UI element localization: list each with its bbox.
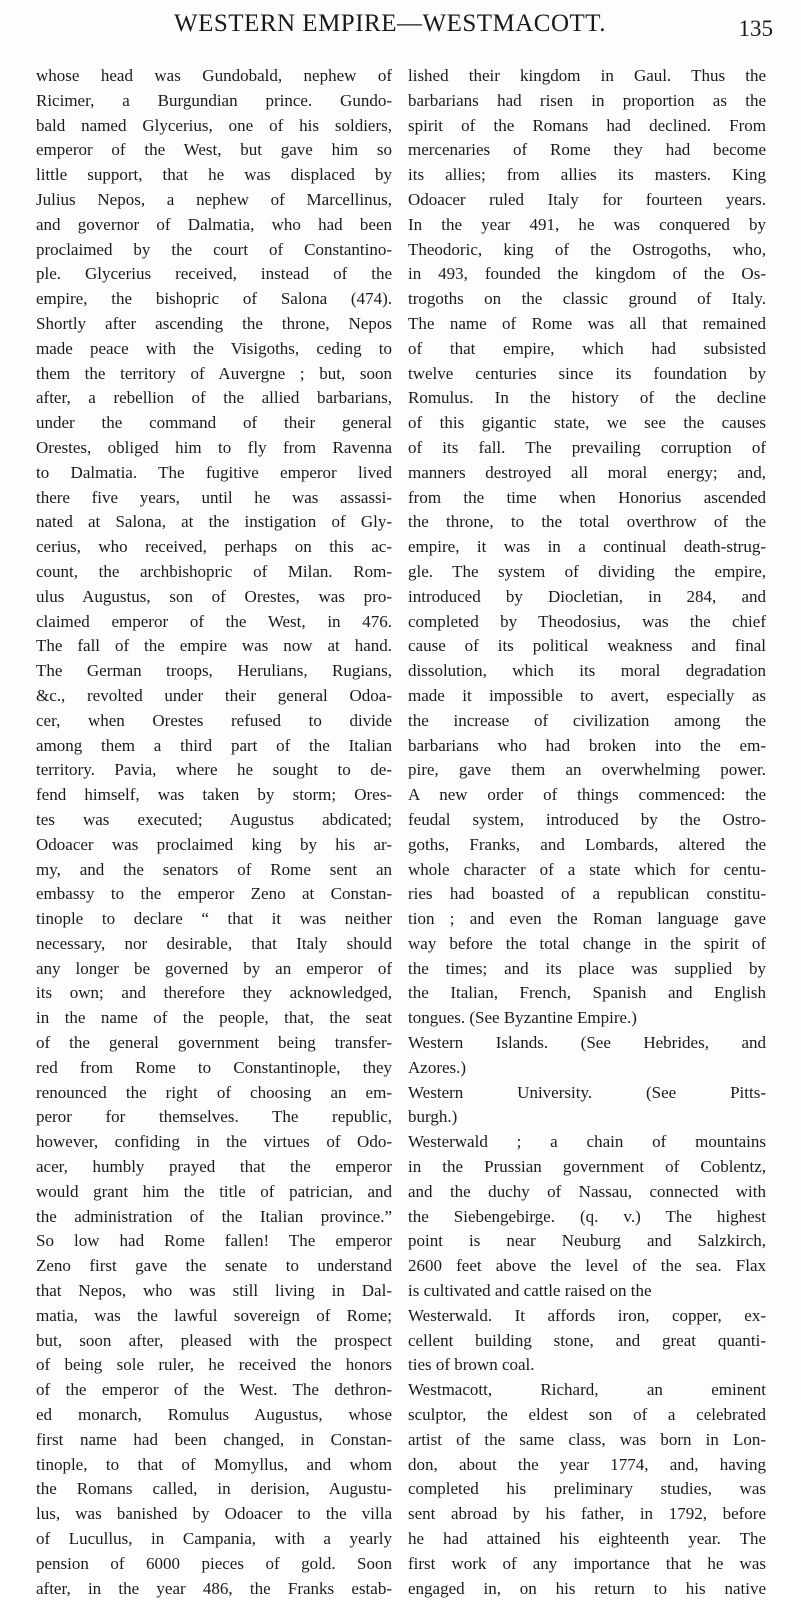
text-line: Azores.) [408,1057,467,1077]
text-line: burgh.) [408,1107,458,1127]
text-line: Theodoric, king of the Ostrogoths, who, [408,239,766,259]
text-line: The fall of the empire was now at hand. [36,636,392,656]
text-line: the Romans called, in derision, Augustu- [36,1479,392,1499]
text-line: he had attained his eighteenth year. The [408,1529,766,1549]
text-line: Odoacer ruled Italy for fourteen years. [408,189,766,209]
text-line: first work of any importance that he was [408,1553,766,1573]
text-line: proclaimed by the court of Constantino- [36,239,392,259]
running-head [0,10,801,54]
text-line: gle. The system of dividing the empire, [408,561,766,581]
text-line: spirit of the Romans had declined. From [408,115,766,135]
text-line: first name had been changed, in Constan- [36,1429,392,1449]
text-line: empire, the bishopric of Salona (474). [36,289,392,309]
text-line: after, in the year 486, the Franks estab- [36,1578,392,1598]
text-line: the administration of the Italian province.” [36,1206,392,1226]
text-line: of the general government being transfer- [36,1033,392,1053]
text-line: feudal system, introduced by the Ostro- [408,809,766,829]
text-line: completed by Theodosius, was the chief [408,611,766,631]
text-line: Westerwald ; a chain of mountains [408,1132,766,1152]
text-line: that Nepos, who was still living in Dal- [36,1281,392,1301]
text-line: Westmacott, Richard, an eminent [408,1380,766,1400]
text-line: tes was executed; Augustus abdicated; [36,809,392,829]
text-line: lus, was banished by Odoacer to the villa [36,1504,392,1524]
text-line: don, about the year 1774, and, having [408,1454,766,1474]
text-line: of being sole ruler, he received the honors [36,1355,392,1375]
text-line: there five years, until he was assassi- [36,487,392,507]
text-line: ries had boasted of a republican constitu- [408,884,766,904]
text-line: any longer be governed by an emperor of [36,958,392,978]
text-line: mercenaries of Rome they had become [408,140,766,160]
text-line: of its fall. The prevailing corruption of [408,437,766,457]
text-line: in the name of the people, that, the seat [36,1008,392,1028]
text-line: necessary, nor desirable, that Italy should [36,933,392,953]
text-line: count, the archbishopric of Milan. Rom- [36,561,392,581]
text-line: &c., revolted under their general Odoa- [36,685,392,705]
text-line: Western University. (See Pitts- [408,1082,766,1102]
text-line: bald named Glycerius, one of his soldiers, [36,115,392,135]
text-line: In the year 491, he was conquered by [408,214,766,234]
text-line: engaged in, on his return to his native [408,1578,766,1598]
text-line: made it impossible to avert, especially as [408,685,766,705]
text-line: territory. Pavia, where he sought to de- [36,760,392,780]
text-line: 2600 feet above the level of the sea. Flax [408,1256,766,1276]
text-line: matia, was the lawful sovereign of Rome; [36,1305,392,1325]
text-line: Julius Nepos, a nephew of Marcellinus, [36,189,392,209]
text-line: Ricimer, a Burgundian prince. Gundo- [36,90,392,110]
text-line: artist of the same class, was born in Lon- [408,1429,766,1449]
text-line: of this gigantic state, we see the causes [408,413,766,433]
text-line: sent abroad by his father, in 1792, before [408,1504,766,1524]
text-line: and the duchy of Nassau, connected with [408,1181,766,1201]
text-line: the increase of civilization among the [408,710,766,730]
text-line: Orestes, obliged him to fly from Ravenna [36,437,392,457]
text-line: cerius, who received, perhaps on this ac- [36,537,392,557]
text-line: Odoacer was proclaimed king by his ar- [36,834,392,854]
text-line: whole character of a state which for centu- [408,859,766,879]
text-line: among them a third part of the Italian [36,735,392,755]
text-line: them the territory of Auvergne ; but, soon [36,363,392,383]
text-line: but, soon after, pleased with the prospect [36,1330,392,1350]
text-line: cellent building stone, and great quanti- [408,1330,766,1350]
text-line: embassy to the emperor Zeno at Constan- [36,884,392,904]
text-line: its own; and therefore they acknowledged, [36,983,392,1003]
text-line: is cultivated and cattle raised on the [408,1281,652,1301]
text-line: to Dalmatia. The fugitive emperor lived [36,462,392,482]
right-text-column [408,64,766,1601]
text-line: of Lucullus, in Campania, with a yearly [36,1529,392,1549]
text-line: ed monarch, Romulus Augustus, whose [36,1405,392,1425]
text-line: would grant him the title of patrician, and [36,1181,392,1201]
text-line: So low had Rome fallen! The emperor [36,1231,392,1251]
text-line: point is near Neuburg and Salzkirch, [408,1231,766,1251]
text-line: tion ; and even the Roman language gave [408,909,766,929]
running-title: WESTERN EMPIRE—WESTMACOTT. [174,10,606,37]
text-line: cer, when Orestes refused to divide [36,710,392,730]
text-line: of that empire, which had subsisted [408,338,766,358]
text-line: Shortly after ascending the throne, Nepos [36,313,392,333]
text-line: trogoths on the classic ground of Italy. [408,289,766,309]
text-line: red from Rome to Constantinople, they [36,1057,392,1077]
text-line: introduced by Diocletian, in 284, and [408,586,766,606]
text-line: tinople to declare “ that it was neither [36,909,392,929]
text-line: renounced the right of choosing an em- [36,1082,392,1102]
text-line: pire, gave them an overwhelming power. [408,760,766,780]
left-text-column [36,64,392,1601]
text-line: acer, humbly prayed that the emperor [36,1157,392,1177]
text-line: claimed emperor of the West, in 476. [36,611,392,631]
text-line: emperor of the West, but gave him so [36,140,392,160]
text-line: goths, Franks, and Lombards, altered the [408,834,766,854]
text-line: cause of its political weakness and final [408,636,766,656]
text-line: of the emperor of the West. The dethron- [36,1380,392,1400]
text-line: Romulus. In the history of the decline [408,388,766,408]
text-line: however, confiding in the virtues of Odo- [36,1132,392,1152]
text-line: in the Prussian government of Coblentz, [408,1157,766,1177]
text-line: barbarians had risen in proportion as the [408,90,766,110]
text-line: from the time when Honorius ascended [408,487,766,507]
text-line: dissolution, which its moral degradation [408,661,766,681]
text-line: little support, that he was displaced by [36,165,392,185]
text-line: the Siebengebirge. (q. v.) The highest [408,1206,766,1226]
text-line: lished their kingdom in Gaul. Thus the [408,66,766,85]
text-line: in 493, founded the kingdom of the Os- [408,264,766,284]
text-line: my, and the senators of Rome sent an [36,859,392,879]
text-line: the times; and its place was supplied by [408,958,766,978]
text-line: Western Islands. (See Hebrides, and [408,1033,766,1053]
text-line: manners destroyed all moral energy; and, [408,462,766,482]
text-line: fend himself, was taken by storm; Ores- [36,785,392,805]
text-line: twelve centuries since its foundation by [408,363,766,383]
text-line: ple. Glycerius received, instead of the [36,264,392,284]
text-line: pension of 6000 pieces of gold. Soon [36,1553,392,1573]
text-line: whose head was Gundobald, nephew of [36,66,392,85]
text-line: tongues. (See Byzantine Empire.) [408,1008,637,1028]
text-line: The German troops, Herulians, Rugians, [36,661,392,681]
text-line: the throne, to the total overthrow of the [408,512,766,532]
text-line: and governor of Dalmatia, who had been [36,214,392,234]
text-line: under the command of their general [36,413,392,433]
page-number: 135 [738,16,773,41]
text-line: nated at Salona, at the instigation of Gly- [36,512,392,532]
text-line: after, a rebellion of the allied barbarians, [36,388,392,408]
text-line: made peace with the Visigoths, ceding to [36,338,392,358]
text-line: tinople, to that of Momyllus, and whom [36,1454,392,1474]
text-line: Westerwald. It affords iron, copper, ex- [408,1305,766,1325]
text-line: empire, it was in a continual death-strug- [408,537,766,557]
text-line: barbarians who had broken into the em- [408,735,766,755]
text-line: The name of Rome was all that remained [408,313,766,333]
text-line: sculptor, the eldest son of a celebrated [408,1405,766,1425]
text-line: ulus Augustus, son of Orestes, was pro- [36,586,392,606]
text-line: way before the total change in the spirit of [408,933,766,953]
text-line: the Italian, French, Spanish and English [408,983,766,1003]
text-line: ties of brown coal. [408,1355,535,1375]
text-line: A new order of things commenced: the [408,785,766,805]
text-line: completed his preliminary studies, was [408,1479,766,1499]
text-line: its allies; from allies its masters. King [408,165,766,185]
text-line: Zeno first gave the senate to understand [36,1256,392,1276]
text-line: peror for themselves. The republic, [36,1107,392,1127]
